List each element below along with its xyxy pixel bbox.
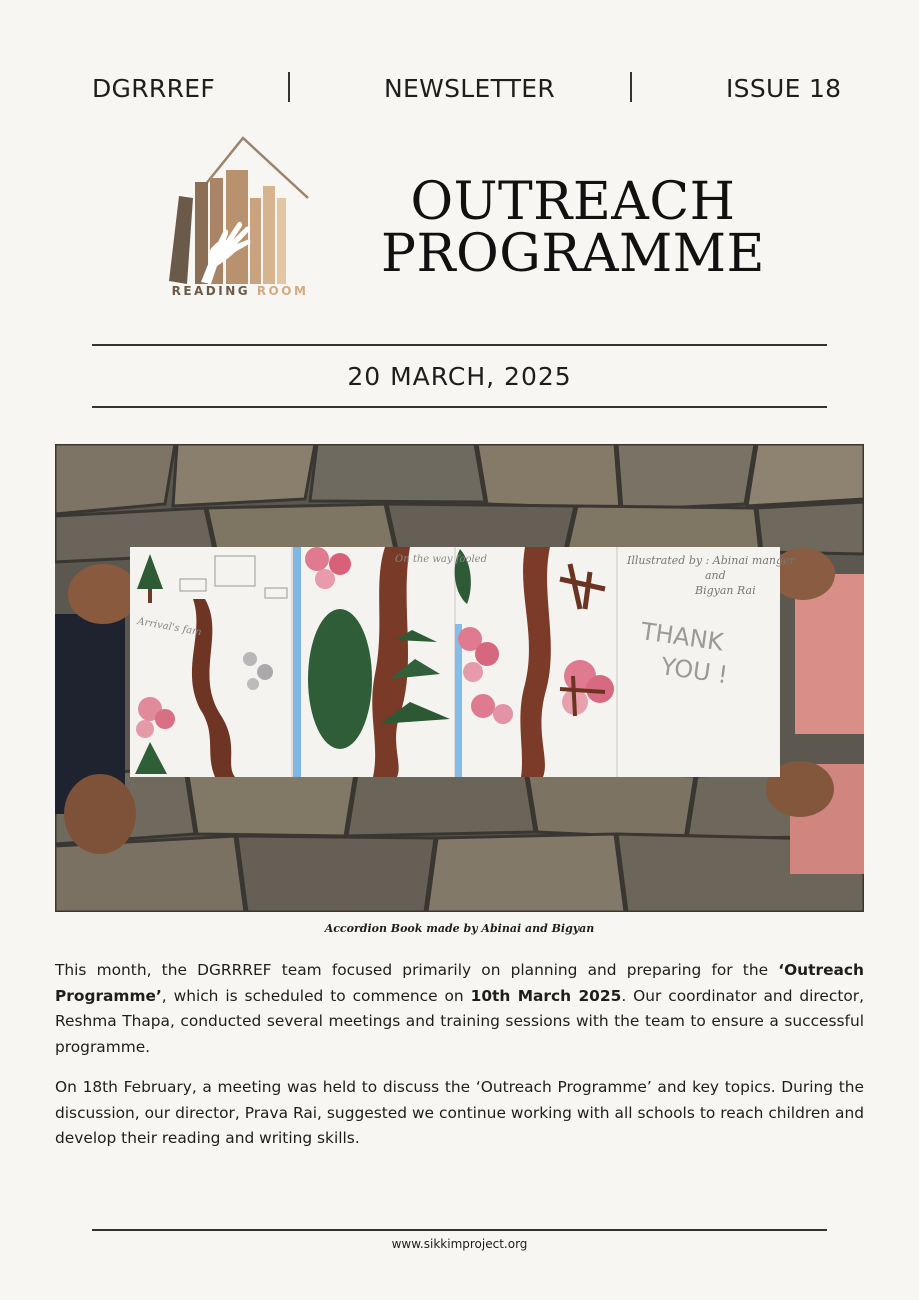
- book-thanks-text: THANK: [639, 617, 726, 657]
- body-paragraph-2: On 18th February, a meeting was held to discuss the ‘Outreach Programme’ and key topics. During the discussion, our director, Prava Rai, suggested we continue working with all schools to reach children and develop their reading and writing skills.: [55, 1078, 864, 1147]
- book-page-text: Arrival's fam: [136, 616, 203, 639]
- book-page-text: On the way fooled: [395, 554, 487, 565]
- footer-url: www.sikkimproject.org: [391, 1237, 528, 1251]
- book-thanks-text: YOU !: [659, 652, 730, 690]
- page-title: [378, 172, 768, 284]
- body-paragraph-1: This month, the DGRRREF team focused primarily on planning and preparing for the ‘Outreach Programme’, which is scheduled to commence on 10th March 2025. Our coordinator and director, Reshma Thapa, conducted several meetings and training sessions with the team to ensure a successful programme.: [55, 961, 865, 1056]
- logo-text: READING ROOM: [171, 284, 309, 298]
- reading-room-logo: [165, 136, 315, 298]
- issue-number: ISSUE 18: [726, 74, 842, 103]
- photo-caption: Accordion Book made by Abinai and Bigyan: [324, 922, 595, 935]
- header-divider: [288, 72, 290, 102]
- title-line-1: OUTREACH: [410, 172, 736, 232]
- newsletter-label: NEWSLETTER: [384, 74, 556, 103]
- accordion-book-photo: [55, 444, 864, 912]
- issue-date: 20 MARCH, 2025: [347, 362, 572, 391]
- header-divider: [630, 72, 632, 102]
- title-line-2: PROGRAMME: [381, 224, 765, 284]
- book-credit-text: and: [705, 569, 726, 582]
- books-hand-house-icon: [169, 138, 308, 284]
- footer-divider: [92, 1229, 827, 1231]
- book-credit-text: Bigyan Rai: [695, 584, 756, 597]
- book-credit-text: Illustrated by : Abinai manger: [627, 554, 795, 567]
- divider-line: [92, 406, 827, 408]
- divider-line: [92, 344, 827, 346]
- org-name: DGRRREF: [92, 74, 216, 103]
